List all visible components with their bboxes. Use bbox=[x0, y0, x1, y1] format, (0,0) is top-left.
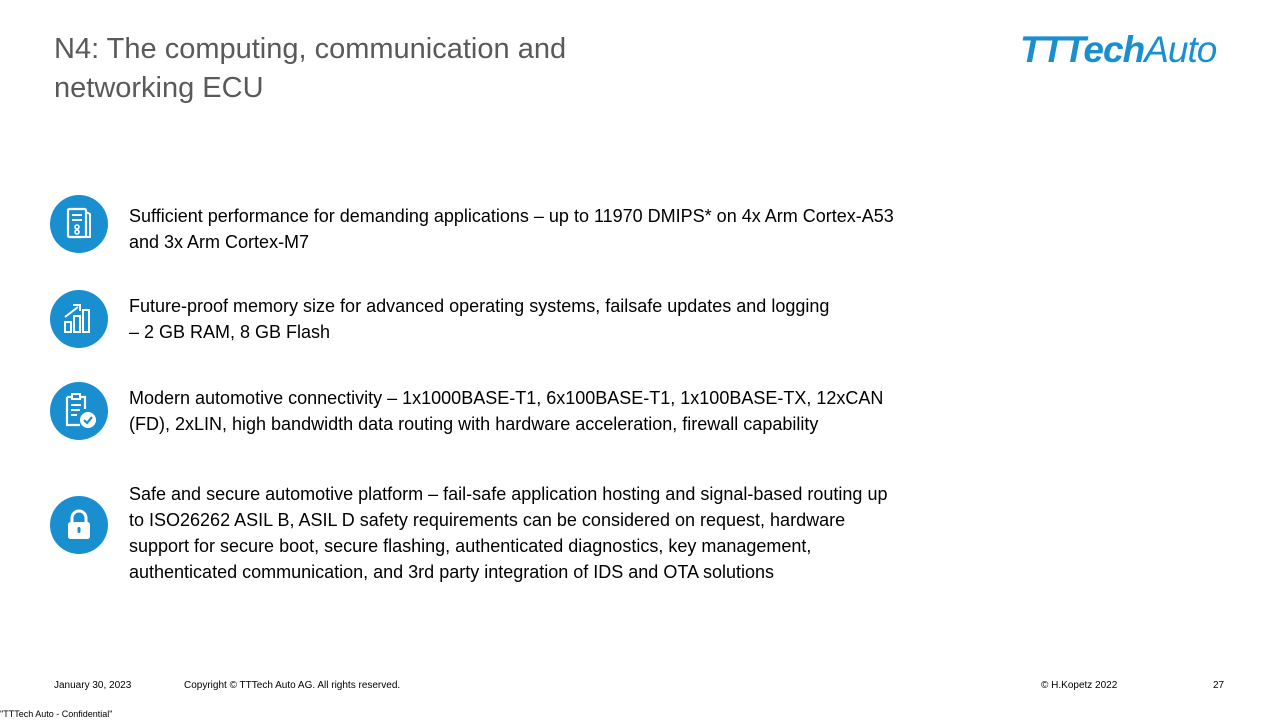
clipboard-check-icon bbox=[50, 382, 108, 440]
tttech-auto-logo bbox=[1020, 28, 1216, 72]
logo-part-tttech: TTTech bbox=[1020, 29, 1145, 70]
slide-title bbox=[54, 30, 774, 108]
bullet-line: – 2 GB RAM, 8 GB Flash bbox=[129, 322, 331, 342]
growth-chart-icon bbox=[50, 290, 108, 348]
bullet-text bbox=[129, 481, 1029, 585]
padlock-icon bbox=[50, 496, 108, 554]
bullet-line: Sufficient performance for demanding applications – up to 11970 DMIPS* on 4x Arm Cortex-A53 bbox=[129, 206, 894, 226]
footer-copyright: Copyright © TTTech Auto AG. All rights reserved. bbox=[184, 680, 401, 691]
server-icon bbox=[50, 195, 108, 253]
bullet-text bbox=[129, 203, 1029, 255]
bullet-line: authenticated communication, and 3rd party integration of IDS and OTA solutions bbox=[129, 562, 775, 582]
slide-title-line-2: networking ECU bbox=[54, 72, 264, 104]
bullet-text bbox=[129, 293, 1029, 345]
bullet-line: and 3x Arm Cortex-M7 bbox=[129, 232, 310, 252]
bullet-line: Safe and secure automotive platform – fail-safe application hosting and signal-based routing up bbox=[129, 484, 888, 504]
logo-part-auto: Auto bbox=[1144, 29, 1217, 70]
bullet-line: support for secure boot, secure flashing, authenticated diagnostics, key management, bbox=[129, 536, 812, 556]
footer-date: January 30, 2023 bbox=[54, 680, 132, 691]
bullet-text bbox=[129, 385, 1029, 437]
bullet-line: Future-proof memory size for advanced operating systems, failsafe updates and logging bbox=[129, 296, 830, 316]
footer-page-number: 27 bbox=[1213, 680, 1225, 691]
slide-title-line-1: N4: The computing, communication and bbox=[54, 33, 567, 65]
confidential-label: "TTTech Auto - Confidential" bbox=[0, 709, 113, 719]
bullet-line: (FD), 2xLIN, high bandwidth data routing with hardware acceleration, firewall capability bbox=[129, 414, 819, 434]
footer-author: © H.Kopetz 2022 bbox=[1041, 680, 1118, 691]
bullet-line: Modern automotive connectivity – 1x1000BASE-T1, 6x100BASE-T1, 1x100BASE-TX, 12xCAN bbox=[129, 388, 884, 408]
bullet-line: to ISO26262 ASIL B, ASIL D safety requirements can be considered on request, hardware bbox=[129, 510, 846, 530]
